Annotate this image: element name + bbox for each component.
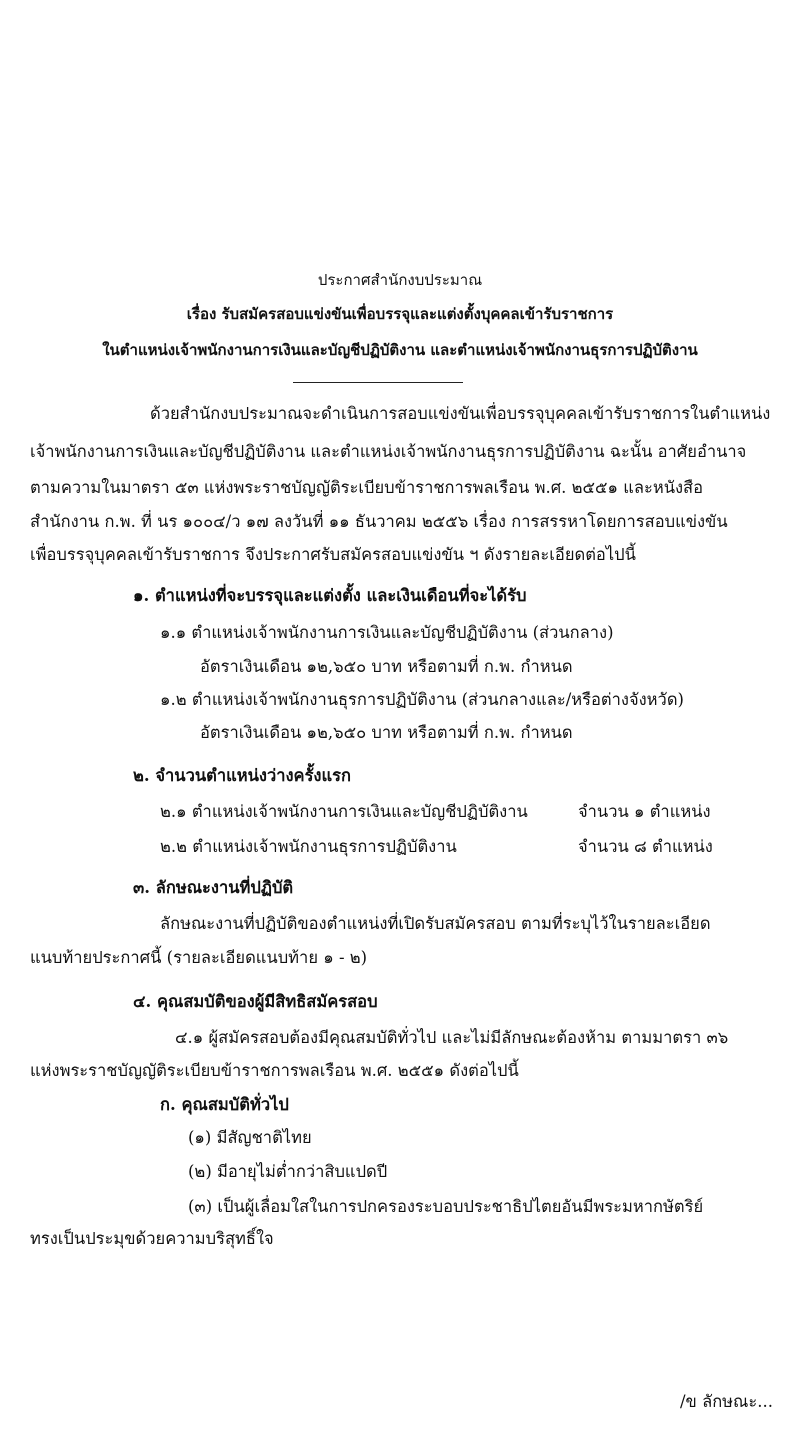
section-2-row-1-label: ๒.๑ ตำแหน่งเจ้าพนักงานการเงินและบัญชีปฏิบัติงาน [160,802,528,821]
section-2-row-2-count: จำนวน ๘ ตำแหน่ง [578,837,713,856]
section-4-heading: ๔. คุณสมบัติของผู้มีสิทธิสมัครสอบ [133,992,378,1011]
intro-line-5: เพื่อบรรจุบุคคลเข้ารับราชการ จึงประกาศรับสมัครสอบแข่งขัน ฯ ดังรายละเอียดต่อไปนี้ [30,545,636,564]
section-1-item-2-salary: อัตราเงินเดือน ๑๒,๖๕๐ บาท หรือตามที่ ก.พ. กำหนด [200,723,573,742]
qualification-item-1: (๑) มีสัญชาติไทย [188,1128,312,1147]
section-4-line-1: ๔.๑ ผู้สมัครสอบต้องมีคุณสมบัติทั่วไป และไม่มีลักษณะต้องห้าม ตามมาตรา ๓๖ [175,1028,729,1047]
section-3-line-1: ลักษณะงานที่ปฏิบัติของตำแหน่งที่เปิดรับสมัครสอบ ตามที่ระบุไว้ในรายละเอียด [160,914,711,933]
announcement-subject: เรื่อง รับสมัครสอบแข่งขันเพื่อบรรจุและแต่งตั้งบุคคลเข้ารับราชการ [186,305,614,323]
section-4-line-2: แห่งพระราชบัญญัติระเบียบข้าราชการพลเรือน พ.ศ. ๒๕๕๑ ดังต่อไปนี้ [30,1061,519,1080]
section-1-item-2: ๑.๒ ตำแหน่งเจ้าพนักงานธุรการปฏิบัติงาน (ส่วนกลางและ/หรือต่างจังหวัด) [160,690,684,709]
qualification-item-2: (๒) มีอายุไม่ต่ำกว่าสิบแปดปี [188,1162,388,1181]
section-1-item-1: ๑.๑ ตำแหน่งเจ้าพนักงานการเงินและบัญชีปฏิบัติงาน (ส่วนกลาง) [160,623,614,642]
section-2-row-1-count: จำนวน ๑ ตำแหน่ง [578,802,711,821]
title-divider [293,382,463,383]
intro-line-2: เจ้าพนักงานการเงินและบัญชีปฏิบัติงาน และตำแหน่งเจ้าพนักงานธุรการปฏิบัติงาน ฉะนั้น อาศัยอำนาจ [30,442,747,461]
intro-line-4: สำนักงาน ก.พ. ที่ นร ๑๐๐๔/ว ๑๗ ลงวันที่ ๑๑ ธันวาคม ๒๕๕๖ เรื่อง การสรรหาโดยการสอบแข่งขัน [30,512,728,531]
section-3-line-2: แนบท้ายประกาศนี้ (รายละเอียดแนบท้าย ๑ - ๒) [30,948,368,967]
page-continuation-marker: /ข ลักษณะ... [680,1392,773,1411]
qualification-item-3-continuation: ทรงเป็นประมุขด้วยความบริสุทธิ์ใจ [30,1229,274,1248]
section-2-row-2-label: ๒.๒ ตำแหน่งเจ้าพนักงานธุรการปฏิบัติงาน [160,837,457,856]
section-2-heading: ๒. จำนวนตำแหน่งว่างครั้งแรก [133,766,351,785]
announcement-issuer: ประกาศสำนักงบประมาณ [317,271,483,289]
announcement-positions: ในตำแหน่งเจ้าพนักงานการเงินและบัญชีปฏิบัติงาน และตำแหน่งเจ้าพนักงานธุรการปฏิบัติงาน [102,341,698,359]
section-4-subheading: ก. คุณสมบัติทั่วไป [160,1095,289,1114]
intro-line-3: ตามความในมาตรา ๕๓ แห่งพระราชบัญญัติระเบียบข้าราชการพลเรือน พ.ศ. ๒๕๕๑ และหนังสือ [30,478,704,497]
qualification-item-3: (๓) เป็นผู้เลื่อมใสในการปกครองระบอบประชาธิปไตยอันมีพระมหากษัตริย์ [188,1197,704,1216]
section-3-heading: ๓. ลักษณะงานที่ปฏิบัติ [133,878,294,897]
section-1-heading: ๑. ตำแหน่งที่จะบรรจุและแต่งตั้ง และเงินเดือนที่จะได้รับ [133,586,527,605]
intro-line-1: ด้วยสำนักงบประมาณจะดำเนินการสอบแข่งขันเพื่อบรรจุบุคคลเข้ารับราชการในตำแหน่ง [150,404,771,423]
section-1-item-1-salary: อัตราเงินเดือน ๑๒,๖๕๐ บาท หรือตามที่ ก.พ. กำหนด [200,657,573,676]
